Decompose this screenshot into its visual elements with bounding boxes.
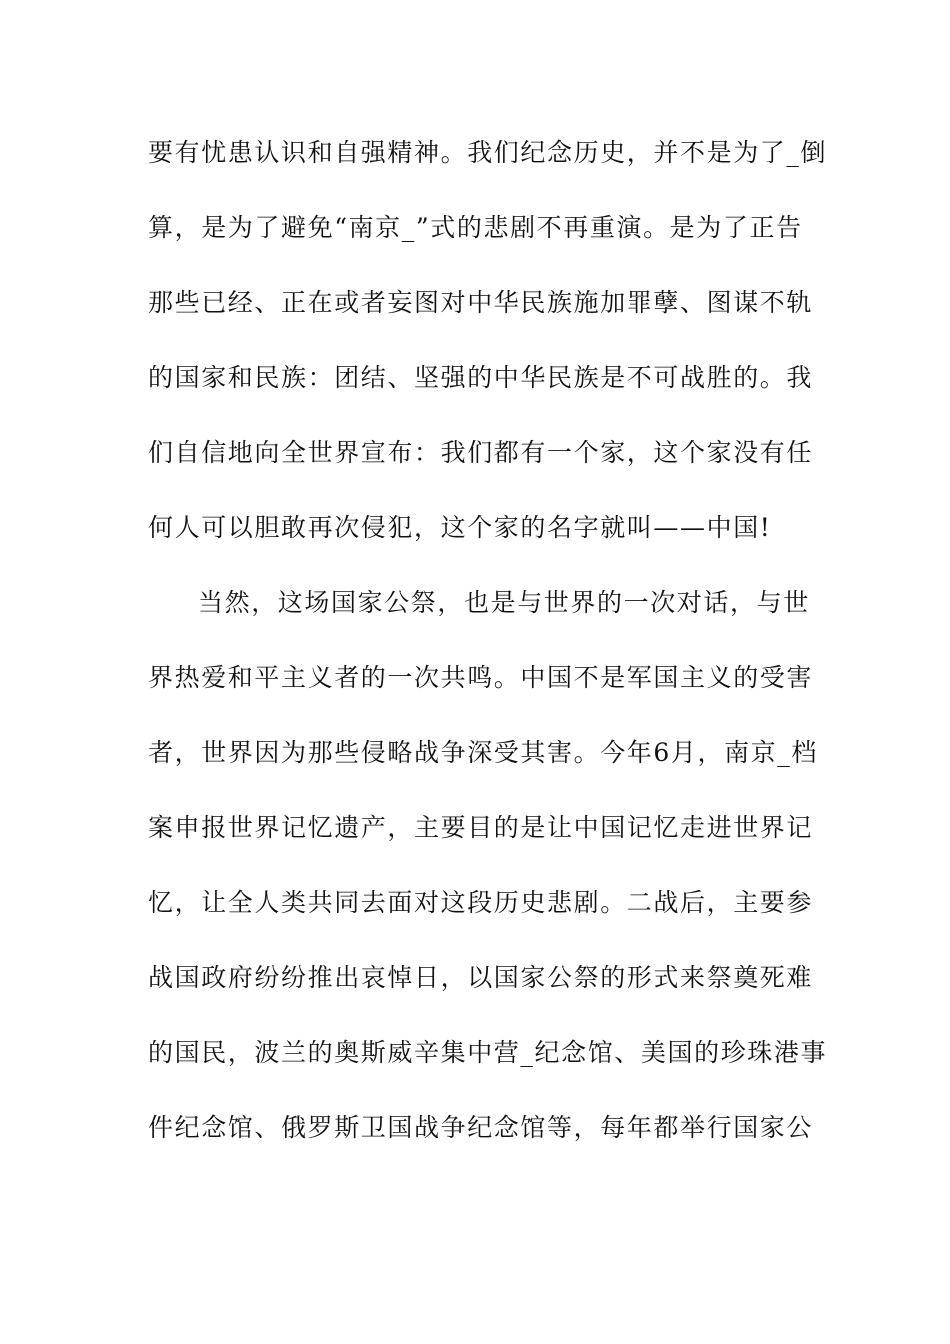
body-text [148,128,828,1178]
text-line: 案申报世界记忆遗产，主要目的是让中国记忆走进世界记 [148,813,814,842]
paragraph-start-line: 当然，这场国家公祭，也是与世界的一次对话，与世 [198,588,810,617]
text-line: 那些已经、正在或者妄图对中华民族施加罪孽、图谋不轨 [148,288,814,317]
text-line: 忆，让全人类共同去面对这段历史悲剧。二战后，主要参 [148,888,814,917]
text-line: 战国政府纷纷推出哀悼日，以国家公祭的形式来祭奠死难 [148,963,814,992]
text-line: 件纪念馆、俄罗斯卫国战争纪念馆等，每年都举行国家公 [148,1113,814,1142]
text-line: 何人可以胆敢再次侵犯，这个家的名字就叫——中国! [148,513,772,542]
text-line: 界热爱和平主义者的一次共鸣。中国不是军国主义的受害 [148,663,814,692]
text-line: 算，是为了避免“南京_”式的悲剧不再重演。是为了正告 [148,213,803,242]
text-line: 者，世界因为那些侵略战争深受其害。今年6月，南京_档 [148,738,819,767]
text-line: 要有忧患认识和自强精神。我们纪念历史，并不是为了_倒 [148,138,828,167]
text-line: 的国家和民族：团结、坚强的中华民族是不可战胜的。我 [148,363,814,392]
text-line: 们自信地向全世界宣布：我们都有一个家，这个家没有任 [148,438,814,467]
text-line: 的国民，波兰的奥斯威辛集中营_纪念馆、美国的珍珠港事 [148,1038,828,1067]
